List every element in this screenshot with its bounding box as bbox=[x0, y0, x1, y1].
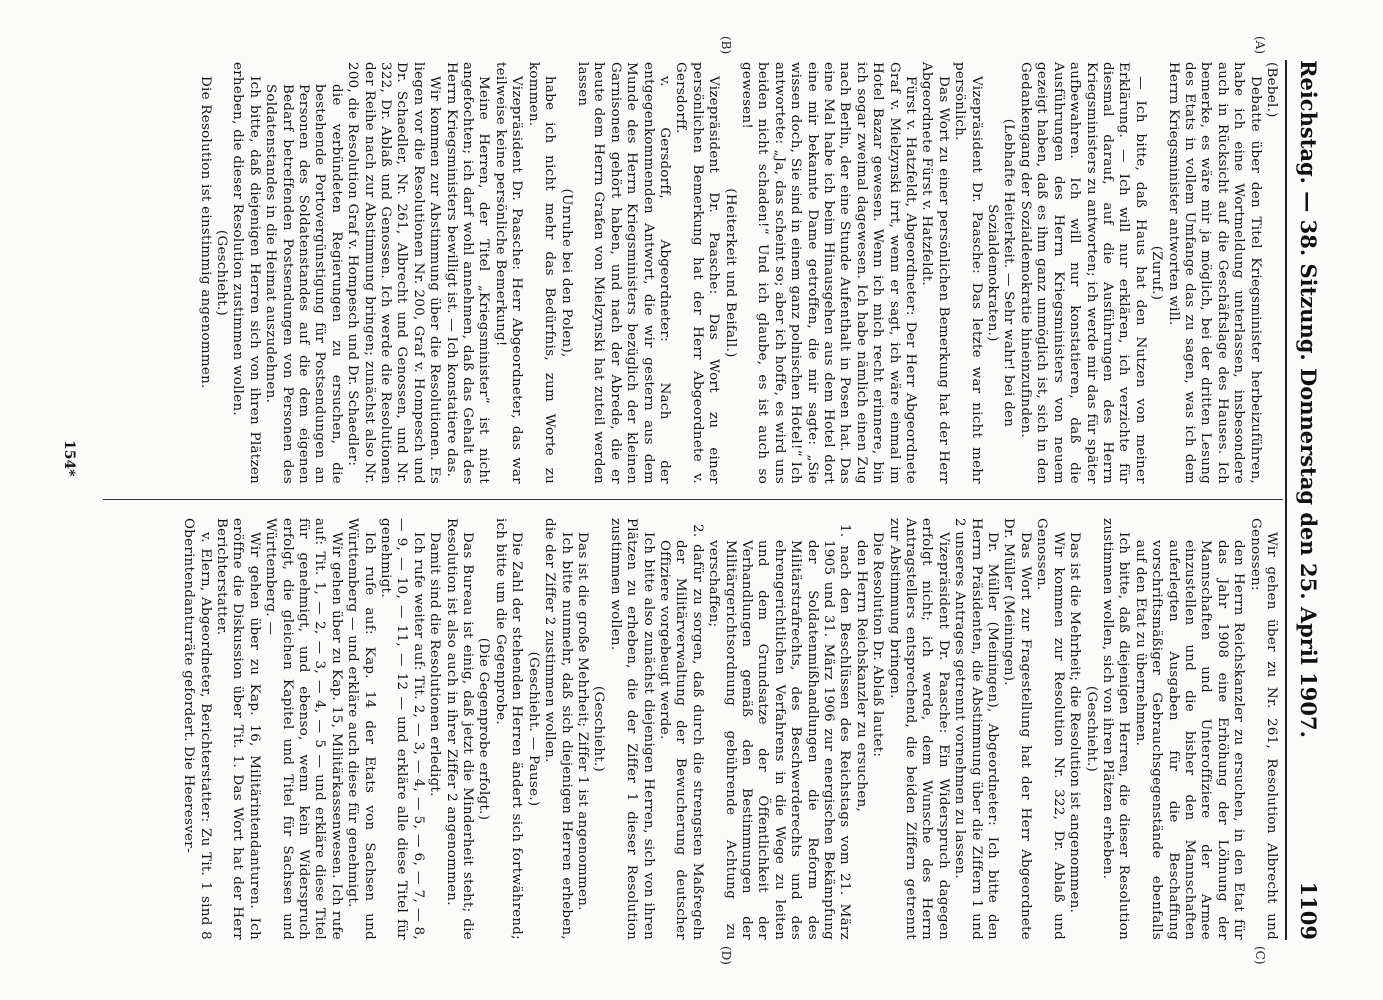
paragraph: (Heiterkeit und Beifall.) bbox=[722, 188, 738, 358]
margin-letter-b: (B) bbox=[719, 36, 733, 55]
paragraph: Wir kommen zur Resolution Nr. 322, Dr. Ablaß und Genossen. bbox=[1034, 518, 1066, 940]
paragraph: Ich rufe weiter auf: Tit. 2, — 3, — 4, — 5, — 6, — 7, — 8, — 9, — 10, — 11, — 12 — und erkläre alle diese Titel für genehmigt. bbox=[378, 518, 426, 940]
paragraph: (Bebel.) bbox=[1264, 62, 1279, 118]
margin-letter-d: (D) bbox=[719, 946, 733, 965]
paragraph: Das ist die Mehrheit; die Resolution ist angenommen. bbox=[1067, 532, 1083, 914]
paragraph: Vizepräsident Dr. Paasche: Das letzte war nicht mehr persönlich. bbox=[952, 62, 984, 484]
paragraph: 2. dafür zu sorgen, daß durch die strengsten Maßregeln der Militärverwaltung der Bewucherung deutscher Offiziere vorgebeugt werde. bbox=[656, 524, 705, 940]
paragraph: habe ich nicht mehr das Bedürfnis, zum Worte zu kommen. bbox=[525, 62, 558, 484]
paragraph: Die Resolution ist einstimmig angenommen. bbox=[197, 76, 213, 389]
paragraph: die verbündeten Regierungen zu ersuchen, die bestehende Portovergünstigung für Postsendungen an Personen des Soldatenstandes auf die dem eigenen Bedarf betreffenden Postsendungen von Personen des Soldatenstandes in die Heimat auszudehnen. bbox=[263, 84, 344, 484]
paragraph: (Geschieht. — Pause.) bbox=[525, 651, 541, 807]
paragraph: Ich rufe auf: Kap. 14 der Etats von Sachsen und Württemberg — und erkläre auch diese für genehmigt. bbox=[345, 518, 377, 940]
paragraph: Fürst v. Hatzfeldt, Abgeordneter: Der Herr Abgeordnete Graf v. Mielzynski irrt, wenn er sagt, ich wäre einmal im Hotel Bazar gewesen. Wenn ich mich recht erinnere, bin ich sogar zweimal dagewesen. Ich habe nämlich einen Zug nach Berlin, der eine Stunde Aufenthalt in Posen hat. Das eine Mal habe ich beim Hinausgehen aus dem Hotel dort eine mir bekannte Dame getroffen, die mir sagte: „Sie wissen doch, Sie sind in einem ganz polnischen Hotel!“ Ich antwortete: „Ja, das scheint so; aber ich hoffe, es wird uns beiden nicht schaden!“ Und ich glaube, es ist auch so gewesen! bbox=[739, 62, 919, 484]
paragraph: (Geschieht.) bbox=[1083, 685, 1099, 773]
paragraph: Die Resolution Dr. Ablaß lautet: bbox=[870, 532, 886, 758]
paragraph: Wir gehen über zu Kap. 15, Militärkassenwesen. Ich rufe auf: Tit. 1, — 2, — 3, — 4, — 5 — und erkläre diese Titel für genehmigt, und ebenso, wenn kein Widerspruch erfolgt, die gleichen Kapitel und Titel für Sachsen und Württemberg. — bbox=[263, 518, 344, 940]
paragraph: Ich bitte also zunächst diejenigen Herren, sich von ihren Plätzen zu erheben, die der Ziffer 1 dieser Resolution zustimmen wollen. bbox=[607, 518, 656, 940]
paragraph: Das Wort zu einer persönlichen Bemerkung hat der Herr Abgeordnete Fürst v. Hatzfeldt. bbox=[919, 62, 951, 484]
right-column bbox=[180, 518, 1279, 940]
paragraph: Ich bitte, daß diejenigen Herren sich von ihren Plätzen erheben, die dieser Resolution zustimmen wollen. bbox=[230, 62, 262, 484]
paragraph: Damit sind die Resolutionen erledigt. bbox=[427, 532, 443, 797]
paragraph: den Herrn Reichskanzler zu ersuchen, bbox=[853, 540, 869, 813]
left-column bbox=[196, 62, 1279, 484]
paragraph: (Zuruf.) bbox=[1149, 245, 1165, 301]
page-header bbox=[1291, 60, 1321, 940]
page-title: Reichstag. — 38. Sitzung. Donnerstag den 25. April 1907. bbox=[1296, 60, 1321, 738]
paragraph: Die Zahl der stehenden Herren ändert sich fortwährend; ich bitte um die Gegenprobe. bbox=[492, 518, 525, 940]
paragraph: Vizepräsident Dr. Paasche: Herr Abgeordneter, das war teilweise keine persönliche Bemerkung! bbox=[492, 62, 525, 484]
paragraph: Debatte über den Titel Kriegsminister herbeizuführen, habe ich eine Wortmeldung unterlassen, insbesondere auch in Rücksicht auf die Geschäftslage des Hauses. Ich bemerke, es wäre mir ja möglich, bei der dritten Lesung des Etats in vollem Umfange das zu sagen, was ich dem Herrn Kriegsminister antworten will. bbox=[1165, 62, 1263, 484]
paragraph: (Geschieht.) bbox=[214, 229, 229, 317]
paragraph: (Die Gegenprobe erfolgt.) bbox=[476, 637, 492, 821]
paragraph: Das Bureau ist einig, daß jetzt die Minderheit steht; die Resolution ist also auch in ihrer Ziffer 2 angenommen. bbox=[443, 518, 476, 940]
column-divider bbox=[103, 499, 1283, 500]
paragraph: Vizepräsident Dr. Paasche: Ein Widerspruch dagegen erfolgt nicht; ich werde, dem Wunsche des Herrn Antragstellers entsprechend, die beiden Ziffern getrennt zur Abstimmung bringen. bbox=[886, 518, 951, 940]
paragraph: v. Gersdorff, Abgeordneter: Nach der entgegenkommenden Antwort, die wir gestern aus dem Munde des Herrn Kriegsministers bezüglich der kleinen Garnisonen gehört haben, und nach der Abrede, die er heute dem Herrn Grafen von Mielzynski hat zuteil werden lassen bbox=[574, 62, 672, 484]
margin-letter-a: (A) bbox=[1253, 36, 1267, 55]
paragraph: v. Elern, Abgeordneter, Berichterstatter: Zu Tit. 1 sind 8 Oberintendanturräte gefordert. Die Heeresver- bbox=[181, 518, 213, 940]
paragraph: Vizepräsident Dr. Paasche: Das Wort zu einer persönlichen Bemerkung hat der Herr Abgeordnete v. Gersdorff. bbox=[673, 62, 722, 484]
paragraph: (Unruhe bei den Polen), bbox=[558, 188, 574, 358]
header-rule bbox=[1285, 60, 1287, 940]
paragraph: (Geschieht.) bbox=[591, 685, 607, 773]
paragraph: (Lebhafte Heiterkeit. — Sehr wahr! bei den Sozialdemokraten.) bbox=[985, 118, 1017, 428]
paragraph: Wir kommen zur Abstimmung über die Resolutionen. Es liegen vor die Resolutionen Nr. 200, Graf v. Hompesch und Dr. Schaedler, Nr. 261, Albrecht und Genossen, und Nr. 322, Dr. Ablaß und Genossen. Ich werde die Resolutionen der Reihe nach zur Abstimmung bringen; zunächst also Nr. 200, die Resolution Graf v. Hompesch und Dr. Schaedler: bbox=[345, 62, 443, 484]
paragraph: Das Wort zur Fragestellung hat der Herr Abgeordnete Dr. Müller (Meiningen). bbox=[1001, 518, 1033, 940]
paragraph: Ich bitte nunmehr, daß sich diejenigen Herren erheben, die der Ziffer 2 zustimmen wollen. bbox=[542, 518, 574, 940]
paragraph: Wir gehen über zu Kap. 16, Militärintendanturen. Ich eröffne die Diskussion über Tit. 1. Das Wort hat der Herr Berichterstatter. bbox=[214, 518, 262, 940]
page-footer: 154* bbox=[61, 440, 77, 477]
paragraph: — Ich bitte, daß Haus hat den Nutzen von meiner Erklärung. — Ich will nur erklären, ich verzichte für diesmal darauf, auf die Ausführungen des Herrn Kriegsministers zu antworten; ich werde mir das für später aufbewahren. Ich will nur konstatieren, daß die Ausführungen des Herrn Kriegsministers von neuem gezeigt haben, daß es ihm ganz unmöglich ist, sich in den Gedankengang der Sozialdemokratie hineinzufinden. bbox=[1017, 62, 1148, 484]
paragraph: 1. nach den Beschlüssen des Reichstags vom 21. März 1905 und 31. März 1906 zur energischen Bekämpfung der Soldatenmißhandlungen die Reform des Militärstrafrechts, des Beschwerderechts und des ehrengerichtlichen Verfahrens in die Wege zu leiten und dem Grundsatze der Öffentlichkeit der Verhandlungen gemäß den Bestimmungen der Militärgerichtsordnung gebührende Achtung zu verschaffen; bbox=[706, 524, 853, 940]
margin-letter-c: (C) bbox=[1253, 946, 1267, 965]
paragraph: Dr. Müller (Meiningen), Abgeordneter: Ich bitte den Herrn Präsidenten, die Abstimmung über die Ziffern 1 und 2 unseres Antrages getrennt vornehmen zu lassen. bbox=[952, 518, 1001, 940]
paragraph: Meine Herren, der Titel „Kriegsminister“ ist nicht angefochten; ich darf wohl annehmen, daß das Gehalt des Herrn Kriegsministers bewilligt ist. — Ich konstatiere das. bbox=[443, 62, 492, 484]
paragraph: Wir gehen über zu Nr. 261, Resolution Albrecht und Genossen: bbox=[1247, 518, 1279, 940]
paragraph: den Herrn Reichskanzler zu ersuchen, in den Etat für das Jahr 1908 eine Erhöhung der Löhnung der Mannschaften und Unteroffiziere der Armee einzustellen und die bisher den Mannschaften auferlegten Ausgaben für die Beschaffung vorschriftsmäßiger Gebrauchsgegenstände ebenfalls auf den Etat zu übernehmen. bbox=[1132, 540, 1247, 940]
paragraph: Ich bitte, daß diejenigen Herren, die dieser Resolution zustimmen wollen, sich von ihren Plätzen erheben. bbox=[1099, 518, 1132, 940]
paragraph: Das ist die große Mehrheit; Ziffer 1 ist angenommen. bbox=[574, 532, 590, 911]
page-number: 1109 bbox=[1296, 881, 1321, 940]
